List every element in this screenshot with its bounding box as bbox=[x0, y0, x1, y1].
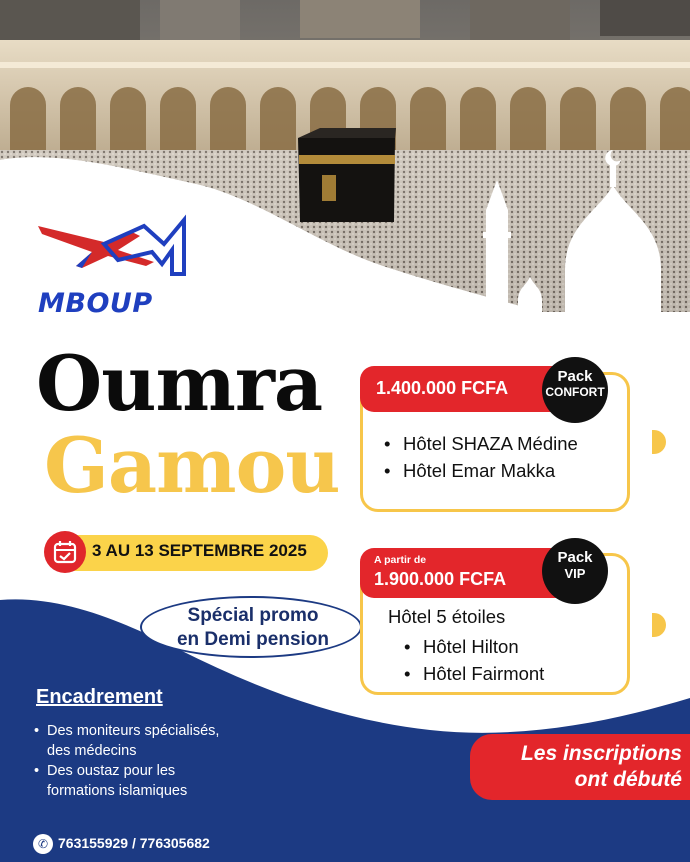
promo-line-1: Spécial promo bbox=[187, 605, 319, 626]
registration-text: Les inscriptions ont débuté bbox=[520, 742, 682, 791]
encadrement-item: • Des moniteurs spécialisés, des médecins bbox=[34, 721, 274, 761]
title-oumra: Oumra bbox=[36, 339, 323, 428]
encadrement-list bbox=[34, 721, 274, 801]
pack-confort-badge: Pack CONFORT bbox=[542, 357, 608, 423]
contact-phone[interactable]: 763155929 / 776305682 bbox=[58, 835, 210, 851]
phone-icon: ✆ bbox=[33, 834, 53, 854]
title-gamou: Gamou bbox=[44, 421, 340, 510]
hotel-item: • Hôtel Fairmont bbox=[403, 660, 544, 687]
pack-confort-price: 1.400.000 FCFA bbox=[360, 366, 570, 412]
pack-vip-intro: Hôtel 5 étoiles bbox=[388, 606, 506, 627]
pack-confort-hotels bbox=[383, 430, 578, 484]
pack-vip-badge: Pack VIP bbox=[542, 538, 608, 604]
hotel-item: • Hôtel SHAZA Médine bbox=[383, 430, 578, 457]
brand-logo-text: MBOUP bbox=[38, 288, 153, 319]
encadrement-title: Encadrement bbox=[36, 686, 163, 708]
pack-vip-price: A partir de 1.900.000 FCFA bbox=[360, 548, 570, 598]
calendar-check-icon bbox=[44, 531, 86, 573]
encadrement-item: • Des oustaz pour les formations islamiques bbox=[34, 761, 274, 801]
promo-text bbox=[150, 604, 356, 652]
hotel-item: • Hôtel Hilton bbox=[403, 633, 544, 660]
airplane-logo-icon bbox=[34, 214, 194, 294]
promo-line-2: en Demi pension bbox=[176, 629, 330, 650]
pack-vip-hotels bbox=[403, 633, 544, 687]
travel-dates: 3 AU 13 SEPTEMBRE 2025 bbox=[92, 541, 307, 560]
hotel-item: • Hôtel Emar Makka bbox=[383, 457, 578, 484]
